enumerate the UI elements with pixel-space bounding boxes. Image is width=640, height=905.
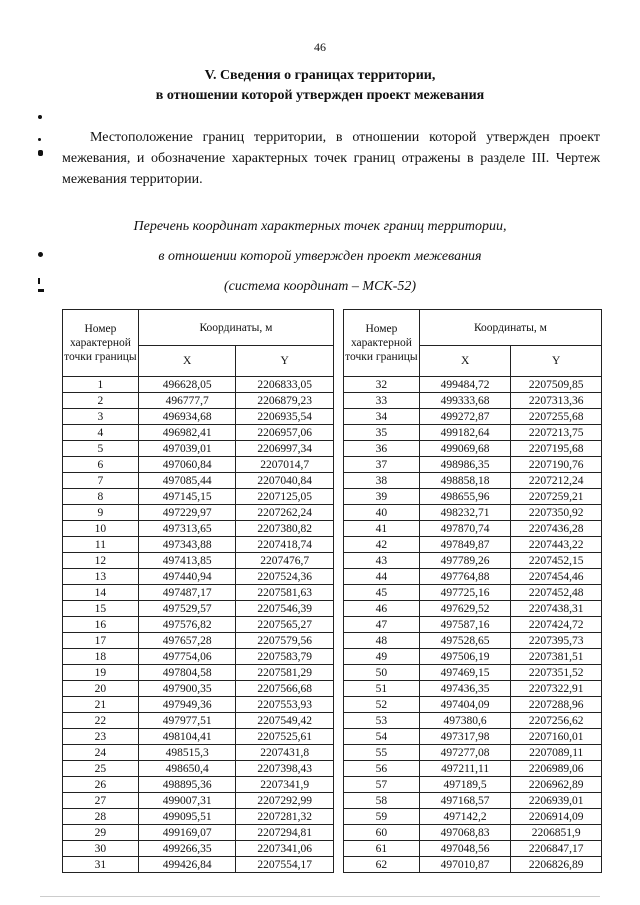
y-coordinate-cell: 2207294,81 [236,825,334,841]
header-point-number: Номер характерной точки границы [344,310,420,377]
x-coordinate-cell: 499266,35 [138,841,236,857]
scan-mark [38,115,42,119]
point-number-cell: 25 [63,761,139,777]
x-coordinate-cell: 497048,56 [419,841,511,857]
y-coordinate-cell: 2207566,68 [236,681,334,697]
point-number-cell: 29 [63,825,139,841]
x-coordinate-cell: 496777,7 [138,393,236,409]
x-coordinate-cell: 499182,64 [419,425,511,441]
y-coordinate-cell: 2207195,68 [511,441,602,457]
y-coordinate-cell: 2207546,39 [236,601,334,617]
y-coordinate-cell: 2206847,17 [511,841,602,857]
table-row [63,505,334,521]
x-coordinate-cell: 497380,6 [419,713,511,729]
table-row [63,713,334,729]
table-row [344,729,602,745]
table-row [63,761,334,777]
y-coordinate-cell: 2207322,91 [511,681,602,697]
y-coordinate-cell: 2207341,06 [236,841,334,857]
y-coordinate-cell: 2207524,36 [236,569,334,585]
table-row [63,665,334,681]
point-number-cell: 46 [344,601,420,617]
table-row [63,489,334,505]
point-number-cell: 8 [63,489,139,505]
point-number-cell: 60 [344,825,420,841]
table-row [344,441,602,457]
table-row [63,697,334,713]
point-number-cell: 48 [344,633,420,649]
y-coordinate-cell: 2207476,7 [236,553,334,569]
table-row [344,633,602,649]
y-coordinate-cell: 2207436,28 [511,521,602,537]
table-row [344,393,602,409]
table-row [63,825,334,841]
coordinates-list-title [0,212,640,302]
header-y: Y [511,346,602,377]
y-coordinate-cell: 2207256,62 [511,713,602,729]
table-row [344,409,602,425]
y-coordinate-cell: 2206851,9 [511,825,602,841]
y-coordinate-cell: 2207438,31 [511,601,602,617]
table-row [63,425,334,441]
y-coordinate-cell: 2207313,36 [511,393,602,409]
point-number-cell: 17 [63,633,139,649]
table-row [344,713,602,729]
x-coordinate-cell: 497870,74 [419,521,511,537]
table-row [344,857,602,873]
table-row [344,841,602,857]
coordinates-table-left [62,309,334,873]
point-number-cell: 35 [344,425,420,441]
point-number-cell: 51 [344,681,420,697]
table-row [344,425,602,441]
x-coordinate-cell: 497629,52 [419,601,511,617]
point-number-cell: 12 [63,553,139,569]
x-coordinate-cell: 499484,72 [419,377,511,393]
heading-line-1: V. Сведения о границах территории, [204,68,436,83]
y-coordinate-cell: 2207443,22 [511,537,602,553]
header-x: X [138,346,236,377]
coordinates-table-right-body [344,377,602,873]
point-number-cell: 23 [63,729,139,745]
point-number-cell: 10 [63,521,139,537]
point-number-cell: 1 [63,377,139,393]
y-coordinate-cell: 2207190,76 [511,457,602,473]
y-coordinate-cell: 2207288,96 [511,697,602,713]
point-number-cell: 27 [63,793,139,809]
table-row [344,745,602,761]
y-coordinate-cell: 2207381,51 [511,649,602,665]
x-coordinate-cell: 497145,15 [138,489,236,505]
table-row [344,569,602,585]
y-coordinate-cell: 2207125,05 [236,489,334,505]
list-title-line-3: (система координат – МСК-52) [223,279,417,294]
point-number-cell: 5 [63,441,139,457]
table-row [63,745,334,761]
scan-mark [38,150,43,156]
y-coordinate-cell: 2207259,21 [511,489,602,505]
x-coordinate-cell: 497529,57 [138,601,236,617]
x-coordinate-cell: 497010,87 [419,857,511,873]
x-coordinate-cell: 497189,5 [419,777,511,793]
x-coordinate-cell: 496628,05 [138,377,236,393]
y-coordinate-cell: 2206833,05 [236,377,334,393]
x-coordinate-cell: 498858,18 [419,473,511,489]
y-coordinate-cell: 2207583,79 [236,649,334,665]
x-coordinate-cell: 497436,35 [419,681,511,697]
table-row [63,601,334,617]
table-row [344,761,602,777]
x-coordinate-cell: 497404,09 [419,697,511,713]
table-row [344,585,602,601]
table-row [63,841,334,857]
table-row [344,809,602,825]
x-coordinate-cell: 497469,15 [419,665,511,681]
list-title-line-2: в отношении которой утвержден проект межевания [158,249,482,264]
x-coordinate-cell: 497487,17 [138,585,236,601]
y-coordinate-cell: 2207454,46 [511,569,602,585]
point-number-cell: 40 [344,505,420,521]
table-row [63,585,334,601]
y-coordinate-cell: 2206939,01 [511,793,602,809]
table-row [344,649,602,665]
table-row [63,457,334,473]
x-coordinate-cell: 497277,08 [419,745,511,761]
table-row [344,697,602,713]
y-coordinate-cell: 2207581,29 [236,665,334,681]
point-number-cell: 53 [344,713,420,729]
x-coordinate-cell: 499007,31 [138,793,236,809]
y-coordinate-cell: 2206935,54 [236,409,334,425]
x-coordinate-cell: 498650,4 [138,761,236,777]
y-coordinate-cell: 2207014,7 [236,457,334,473]
point-number-cell: 44 [344,569,420,585]
point-number-cell: 37 [344,457,420,473]
table-row [344,681,602,697]
page-number: 46 [314,40,326,54]
x-coordinate-cell: 497413,85 [138,553,236,569]
point-number-cell: 59 [344,809,420,825]
y-coordinate-cell: 2207452,48 [511,585,602,601]
x-coordinate-cell: 497804,58 [138,665,236,681]
x-coordinate-cell: 497343,88 [138,537,236,553]
x-coordinate-cell: 497754,06 [138,649,236,665]
table-row [63,681,334,697]
point-number-cell: 16 [63,617,139,633]
x-coordinate-cell: 497900,35 [138,681,236,697]
y-coordinate-cell: 2206962,89 [511,777,602,793]
y-coordinate-cell: 2206879,23 [236,393,334,409]
y-coordinate-cell: 2207351,52 [511,665,602,681]
header-y: Y [236,346,334,377]
x-coordinate-cell: 499272,87 [419,409,511,425]
x-coordinate-cell: 499095,51 [138,809,236,825]
point-number-cell: 21 [63,697,139,713]
table-row [344,777,602,793]
point-number-cell: 24 [63,745,139,761]
table-row [344,521,602,537]
x-coordinate-cell: 496934,68 [138,409,236,425]
point-number-cell: 45 [344,585,420,601]
x-coordinate-cell: 497506,19 [419,649,511,665]
point-number-cell: 34 [344,409,420,425]
header-coordinates: Координаты, м [419,310,601,346]
y-coordinate-cell: 2207281,32 [236,809,334,825]
y-coordinate-cell: 2207525,61 [236,729,334,745]
y-coordinate-cell: 2207579,56 [236,633,334,649]
point-number-cell: 28 [63,809,139,825]
x-coordinate-cell: 498655,96 [419,489,511,505]
table-row [63,777,334,793]
x-coordinate-cell: 497168,57 [419,793,511,809]
point-number-cell: 19 [63,665,139,681]
table-row [344,457,602,473]
y-coordinate-cell: 2207554,17 [236,857,334,873]
y-coordinate-cell: 2207380,82 [236,521,334,537]
x-coordinate-cell: 497039,01 [138,441,236,457]
y-coordinate-cell: 2207350,92 [511,505,602,521]
table-row [344,553,602,569]
point-number-cell: 14 [63,585,139,601]
table-row [63,521,334,537]
point-number-cell: 62 [344,857,420,873]
point-number-cell: 18 [63,649,139,665]
x-coordinate-cell: 497657,28 [138,633,236,649]
y-coordinate-cell: 2207212,24 [511,473,602,489]
x-coordinate-cell: 497725,16 [419,585,511,601]
table-row [344,825,602,841]
y-coordinate-cell: 2207509,85 [511,377,602,393]
table-row [344,377,602,393]
table-row [63,633,334,649]
section-heading [0,66,640,106]
table-row [63,393,334,409]
x-coordinate-cell: 499333,68 [419,393,511,409]
x-coordinate-cell: 498232,71 [419,505,511,521]
x-coordinate-cell: 497440,94 [138,569,236,585]
point-number-cell: 2 [63,393,139,409]
y-coordinate-cell: 2207395,73 [511,633,602,649]
point-number-cell: 33 [344,393,420,409]
point-number-cell: 50 [344,665,420,681]
table-row [344,505,602,521]
table-row [63,617,334,633]
x-coordinate-cell: 497142,2 [419,809,511,825]
y-coordinate-cell: 2207553,93 [236,697,334,713]
point-number-cell: 15 [63,601,139,617]
point-number-cell: 4 [63,425,139,441]
point-number-cell: 39 [344,489,420,505]
location-paragraph: Местоположение границ территории, в отношении которой утвержден проект межевания, и обозначение характерных точек границ отражены в разделе III. Чертеж межевания территории. [62,130,600,187]
table-row [63,729,334,745]
table-row [344,617,602,633]
y-coordinate-cell: 2207581,63 [236,585,334,601]
x-coordinate-cell: 497317,98 [419,729,511,745]
y-coordinate-cell: 2206997,34 [236,441,334,457]
table-row [344,793,602,809]
x-coordinate-cell: 497211,11 [419,761,511,777]
x-coordinate-cell: 498895,36 [138,777,236,793]
x-coordinate-cell: 497789,26 [419,553,511,569]
y-coordinate-cell: 2207431,8 [236,745,334,761]
list-title-line-1: Перечень координат характерных точек границ территории, [133,219,507,234]
point-number-cell: 20 [63,681,139,697]
y-coordinate-cell: 2207452,15 [511,553,602,569]
x-coordinate-cell: 497313,65 [138,521,236,537]
table-row [344,537,602,553]
point-number-cell: 13 [63,569,139,585]
point-number-cell: 7 [63,473,139,489]
x-coordinate-cell: 497977,51 [138,713,236,729]
table-row [63,537,334,553]
x-coordinate-cell: 497068,83 [419,825,511,841]
y-coordinate-cell: 2207089,11 [511,745,602,761]
y-coordinate-cell: 2207160,01 [511,729,602,745]
table-row [344,665,602,681]
y-coordinate-cell: 2207255,68 [511,409,602,425]
x-coordinate-cell: 499169,07 [138,825,236,841]
x-coordinate-cell: 497849,87 [419,537,511,553]
table-row [344,489,602,505]
x-coordinate-cell: 497576,82 [138,617,236,633]
point-number-cell: 38 [344,473,420,489]
table-row [344,601,602,617]
y-coordinate-cell: 2206989,06 [511,761,602,777]
y-coordinate-cell: 2207040,84 [236,473,334,489]
point-number-cell: 52 [344,697,420,713]
x-coordinate-cell: 497528,65 [419,633,511,649]
header-point-number: Номер характерной точки границы [63,310,139,377]
x-coordinate-cell: 499426,84 [138,857,236,873]
scan-mark [38,138,41,141]
x-coordinate-cell: 498104,41 [138,729,236,745]
table-row [63,377,334,393]
header-x: X [419,346,511,377]
header-coordinates: Координаты, м [138,310,333,346]
x-coordinate-cell: 498515,3 [138,745,236,761]
point-number-cell: 6 [63,457,139,473]
table-row [63,409,334,425]
point-number-cell: 22 [63,713,139,729]
table-row [63,649,334,665]
point-number-cell: 49 [344,649,420,665]
table-row [63,793,334,809]
point-number-cell: 41 [344,521,420,537]
x-coordinate-cell: 497587,16 [419,617,511,633]
x-coordinate-cell: 497060,84 [138,457,236,473]
table-row [63,857,334,873]
x-coordinate-cell: 497949,36 [138,697,236,713]
y-coordinate-cell: 2207424,72 [511,617,602,633]
table-row [63,553,334,569]
x-coordinate-cell: 496982,41 [138,425,236,441]
table-row [63,441,334,457]
point-number-cell: 36 [344,441,420,457]
point-number-cell: 61 [344,841,420,857]
table-row [344,473,602,489]
point-number-cell: 3 [63,409,139,425]
point-number-cell: 43 [344,553,420,569]
point-number-cell: 42 [344,537,420,553]
x-coordinate-cell: 497764,88 [419,569,511,585]
point-number-cell: 58 [344,793,420,809]
heading-line-2: в отношении которой утвержден проект межевания [155,88,485,103]
x-coordinate-cell: 497085,44 [138,473,236,489]
table-row [63,473,334,489]
y-coordinate-cell: 2207262,24 [236,505,334,521]
point-number-cell: 56 [344,761,420,777]
point-number-cell: 54 [344,729,420,745]
y-coordinate-cell: 2207398,43 [236,761,334,777]
point-number-cell: 26 [63,777,139,793]
coordinates-table-right [343,309,602,873]
y-coordinate-cell: 2207341,9 [236,777,334,793]
point-number-cell: 55 [344,745,420,761]
point-number-cell: 31 [63,857,139,873]
point-number-cell: 11 [63,537,139,553]
point-number-cell: 32 [344,377,420,393]
point-number-cell: 47 [344,617,420,633]
y-coordinate-cell: 2207565,27 [236,617,334,633]
y-coordinate-cell: 2207549,42 [236,713,334,729]
y-coordinate-cell: 2206914,09 [511,809,602,825]
y-coordinate-cell: 2207213,75 [511,425,602,441]
y-coordinate-cell: 2207418,74 [236,537,334,553]
point-number-cell: 57 [344,777,420,793]
x-coordinate-cell: 498986,35 [419,457,511,473]
x-coordinate-cell: 499069,68 [419,441,511,457]
bottom-scan-edge [40,896,600,897]
y-coordinate-cell: 2206957,06 [236,425,334,441]
point-number-cell: 30 [63,841,139,857]
point-number-cell: 9 [63,505,139,521]
x-coordinate-cell: 497229,97 [138,505,236,521]
y-coordinate-cell: 2207292,99 [236,793,334,809]
y-coordinate-cell: 2206826,89 [511,857,602,873]
table-row [63,569,334,585]
table-row [63,809,334,825]
coordinates-table-left-body [63,377,334,873]
